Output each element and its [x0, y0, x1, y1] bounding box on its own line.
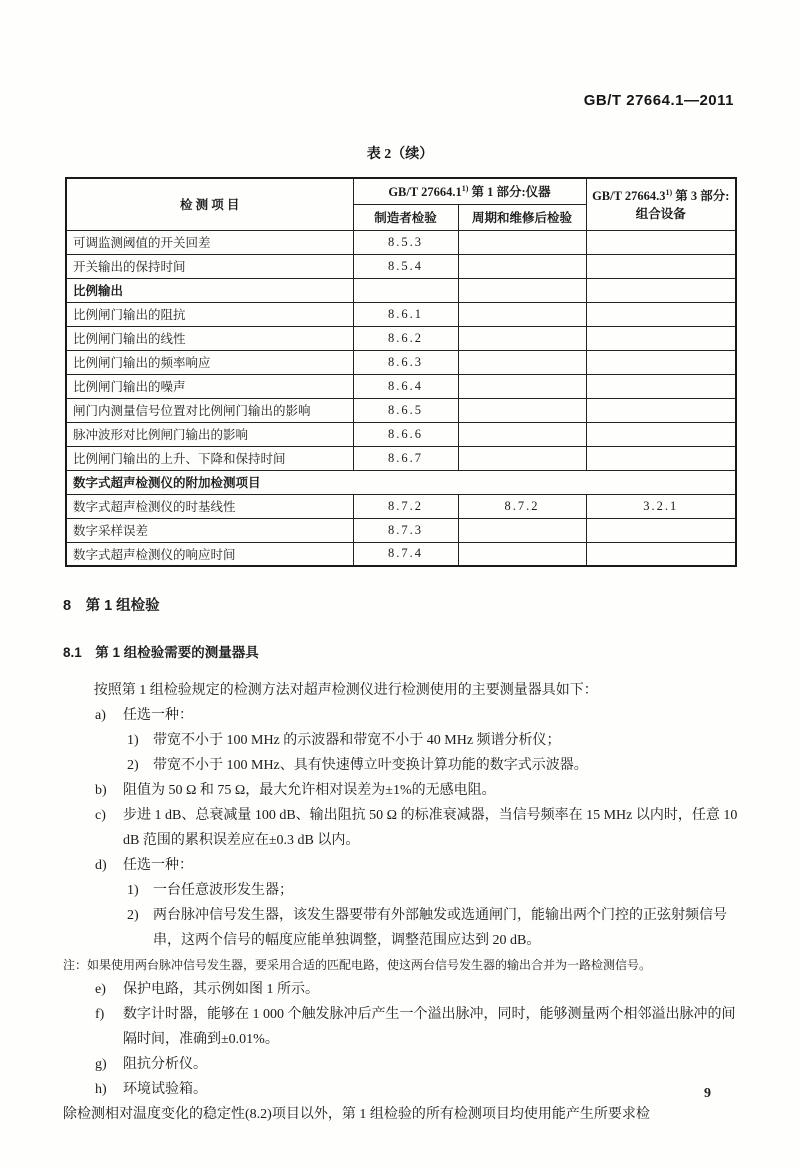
table-row: [66, 422, 736, 446]
item-name-cell: 闸门内测量信号位置对比例闸门输出的影响: [66, 398, 353, 422]
header-cell-manufacturer-check: 制造者检验: [353, 204, 458, 230]
clause-ref-cell: [458, 422, 586, 446]
list-item-label: h): [95, 1082, 107, 1097]
list-item-text: 带宽不小于 100 MHz、具有快速傅立叶变换计算功能的数字式示波器。: [153, 758, 588, 773]
clause-ref-cell: 8.6.5: [353, 398, 458, 422]
footnote-mark: 1): [461, 184, 469, 194]
clause-ref-cell: [586, 542, 736, 566]
list-item-text: 阻抗分析仪。: [123, 1057, 207, 1072]
clause-ref-cell: [586, 350, 736, 374]
clause-ref-cell: 8.6.1: [353, 302, 458, 326]
list-item-text: 任选一种：: [123, 858, 193, 873]
item-name-cell: 比例闸门输出的阻抗: [66, 302, 353, 326]
part3-text: GB/T 27664.3: [592, 189, 666, 204]
item-name-cell: 可调监测阈值的开关回差: [66, 230, 353, 254]
clause-ref-cell: 8.6.7: [353, 446, 458, 470]
table-row: [66, 302, 736, 326]
table-row: [66, 494, 736, 518]
item-name-cell: 比例闸门输出的线性: [66, 326, 353, 350]
list-item: [63, 703, 739, 728]
table-body: [66, 230, 736, 566]
list-sub-item: [63, 878, 739, 903]
item-name-cell: 开关输出的保持时间: [66, 254, 353, 278]
clause-ref-cell: [458, 518, 586, 542]
item-name-cell: 比例闸门输出的噪声: [66, 374, 353, 398]
clause-ref-cell: 8.6.3: [353, 350, 458, 374]
clause-ref-cell: [458, 374, 586, 398]
header-cell-part1-group: [353, 178, 586, 204]
list-item-label: g): [95, 1057, 107, 1072]
clause-ref-cell: [458, 542, 586, 566]
item-name-cell: 比例闸门输出的频率响应: [66, 350, 353, 374]
item-name-cell: 脉冲波形对比例闸门输出的影响: [66, 422, 353, 446]
table-row: [66, 398, 736, 422]
clause-ref-cell: [586, 326, 736, 350]
table-row: [66, 470, 736, 494]
list-item-label: b): [95, 783, 107, 798]
clause-ref-cell: [586, 422, 736, 446]
list-item-label: e): [95, 982, 106, 997]
table-row: [66, 446, 736, 470]
footnote-mark: 1): [665, 188, 673, 198]
clause-ref-cell: [458, 254, 586, 278]
list-item-label: c): [95, 808, 106, 823]
list-sub-item: [63, 753, 739, 778]
list-item-label: f): [95, 1007, 105, 1022]
list-item-text: 带宽不小于 100 MHz 的示波器和带宽不小于 40 MHz 频谱分析仪；: [153, 733, 561, 748]
list-item: [63, 853, 739, 878]
item-name-cell: 比例闸门输出的上升、下降和保持时间: [66, 446, 353, 470]
standard-number: GB/T 27664.1—2011: [583, 92, 734, 109]
part3-text-rest: 第 3 部分:组合设备: [635, 189, 730, 222]
item-name-cell: 数字式超声检测仪的时基线性: [66, 494, 353, 518]
list-sub-item: [63, 728, 739, 753]
clause-ref-cell: [586, 278, 736, 302]
list-item-label: d): [95, 858, 107, 873]
list-item: [63, 1077, 739, 1102]
clause-ref-cell: 8.7.2: [458, 494, 586, 518]
table-row: [66, 254, 736, 278]
part1-text-rest: 第 1 部分:仪器: [468, 185, 551, 200]
list-item-text: 数字计时器，能够在 1 000 个触发脉冲后产生一个溢出脉冲，同时，能够测量两个相邻溢出脉冲的间隔时间，准确到±0.01%。: [123, 1007, 736, 1047]
clause-ref-cell: 8.7.4: [353, 542, 458, 566]
page-number: 9: [704, 1086, 711, 1101]
list-item-label: 2): [127, 908, 139, 923]
clause-ref-cell: [458, 326, 586, 350]
clause-ref-cell: 8.6.6: [353, 422, 458, 446]
part1-text: GB/T 27664.1: [388, 185, 462, 200]
list-item-text: 任选一种：: [123, 708, 193, 723]
list-item: [63, 1052, 739, 1077]
list-item: [63, 778, 739, 803]
item-name-cell: 比例输出: [66, 278, 353, 302]
intro-paragraph: 按照第 1 组检验规定的检测方法对超声检测仪进行检测使用的主要测量器具如下：: [93, 683, 598, 698]
clause-ref-cell: [586, 518, 736, 542]
clause-ref-cell: 8.7.2: [353, 494, 458, 518]
clause-ref-cell: [458, 230, 586, 254]
header-cell-part3: [586, 178, 736, 230]
table-row: [66, 326, 736, 350]
table-header: [66, 178, 736, 230]
clause-ref-cell: [458, 302, 586, 326]
header-cell-item: 检 测 项 目: [66, 178, 353, 230]
table-row: [66, 518, 736, 542]
clause-ref-cell: [458, 398, 586, 422]
clause-ref-cell: 8.5.3: [353, 230, 458, 254]
clause-ref-cell: [586, 230, 736, 254]
list-item: [63, 1002, 739, 1052]
list-item-label: 1): [127, 883, 139, 898]
list-item-label: a): [95, 708, 106, 723]
clause-ref-cell: 8.5.4: [353, 254, 458, 278]
clause-ref-cell: 8.7.3: [353, 518, 458, 542]
inspection-items-table: [65, 177, 737, 567]
body-content: [63, 594, 739, 1127]
clause-ref-cell: 8.6.2: [353, 326, 458, 350]
item-name-cell: 数字式超声检测仪的附加检测项目: [66, 470, 736, 494]
list-item-text: 阻值为 50 Ω 和 75 Ω，最大允许相对误差为±1%的无感电阻。: [123, 783, 496, 798]
list-item-text: 两台脉冲信号发生器，该发生器要带有外部触发或选通闸门，能输出两个门控的正弦射频信号串，这两个信号的幅度应能单独调整，调整范围应达到 20 dB。: [153, 908, 727, 948]
clause-ref-cell: [458, 446, 586, 470]
table-row: [66, 350, 736, 374]
clause-ref-cell: 8.6.4: [353, 374, 458, 398]
clause-ref-cell: [586, 446, 736, 470]
list-item-label: 2): [127, 758, 139, 773]
table-row: [66, 278, 736, 302]
item-name-cell: 数字式超声检测仪的响应时间: [66, 542, 353, 566]
clause-ref-cell: [586, 374, 736, 398]
clause-ref-cell: [353, 278, 458, 302]
list-item: [63, 977, 739, 1002]
list-item-text: 一台任意波形发生器；: [153, 883, 293, 898]
list-item-label: 1): [127, 733, 139, 748]
inspection-table-wrap: [65, 177, 735, 567]
clause-ref-cell: [458, 350, 586, 374]
closing-paragraph: 除检测相对温度变化的稳定性(8.2)项目以外，第 1 组检验的所有检测项目均使用能产生所要求检: [63, 1107, 650, 1122]
section-heading-8-1: 8.1 第 1 组检验需要的测量器具: [63, 645, 259, 660]
clause-ref-cell: [586, 302, 736, 326]
list-sub-item: [63, 903, 739, 953]
list-note: 注：如果使用两台脉冲信号发生器，要采用合适的匹配电路，使这两台信号发生器的输出合并为一路检测信号。: [63, 958, 652, 972]
list-item: [63, 803, 739, 853]
clause-ref-cell: 3.2.1: [586, 494, 736, 518]
table-row: [66, 542, 736, 566]
table-row: [66, 374, 736, 398]
item-name-cell: 数字采样误差: [66, 518, 353, 542]
table-row: [66, 230, 736, 254]
list-item-text: 环境试验箱。: [123, 1082, 207, 1097]
table-title: 表 2（续）: [366, 147, 434, 162]
header-cell-periodic-check: 周期和维修后检验: [458, 204, 586, 230]
clause-ref-cell: [586, 398, 736, 422]
equipment-list: [63, 703, 739, 1102]
section-heading-8: 8 第 1 组检验: [63, 598, 160, 614]
list-item-text: 步进 1 dB、总衰减量 100 dB、输出阻抗 50 Ω 的标准衰减器，当信号频率在 15 MHz 以内时，任意 10 dB 范围的累积误差应在±0.3 dB 以内。: [123, 808, 738, 848]
clause-ref-cell: [586, 254, 736, 278]
list-item-text: 保护电路，其示例如图 1 所示。: [123, 982, 319, 997]
clause-ref-cell: [458, 278, 586, 302]
